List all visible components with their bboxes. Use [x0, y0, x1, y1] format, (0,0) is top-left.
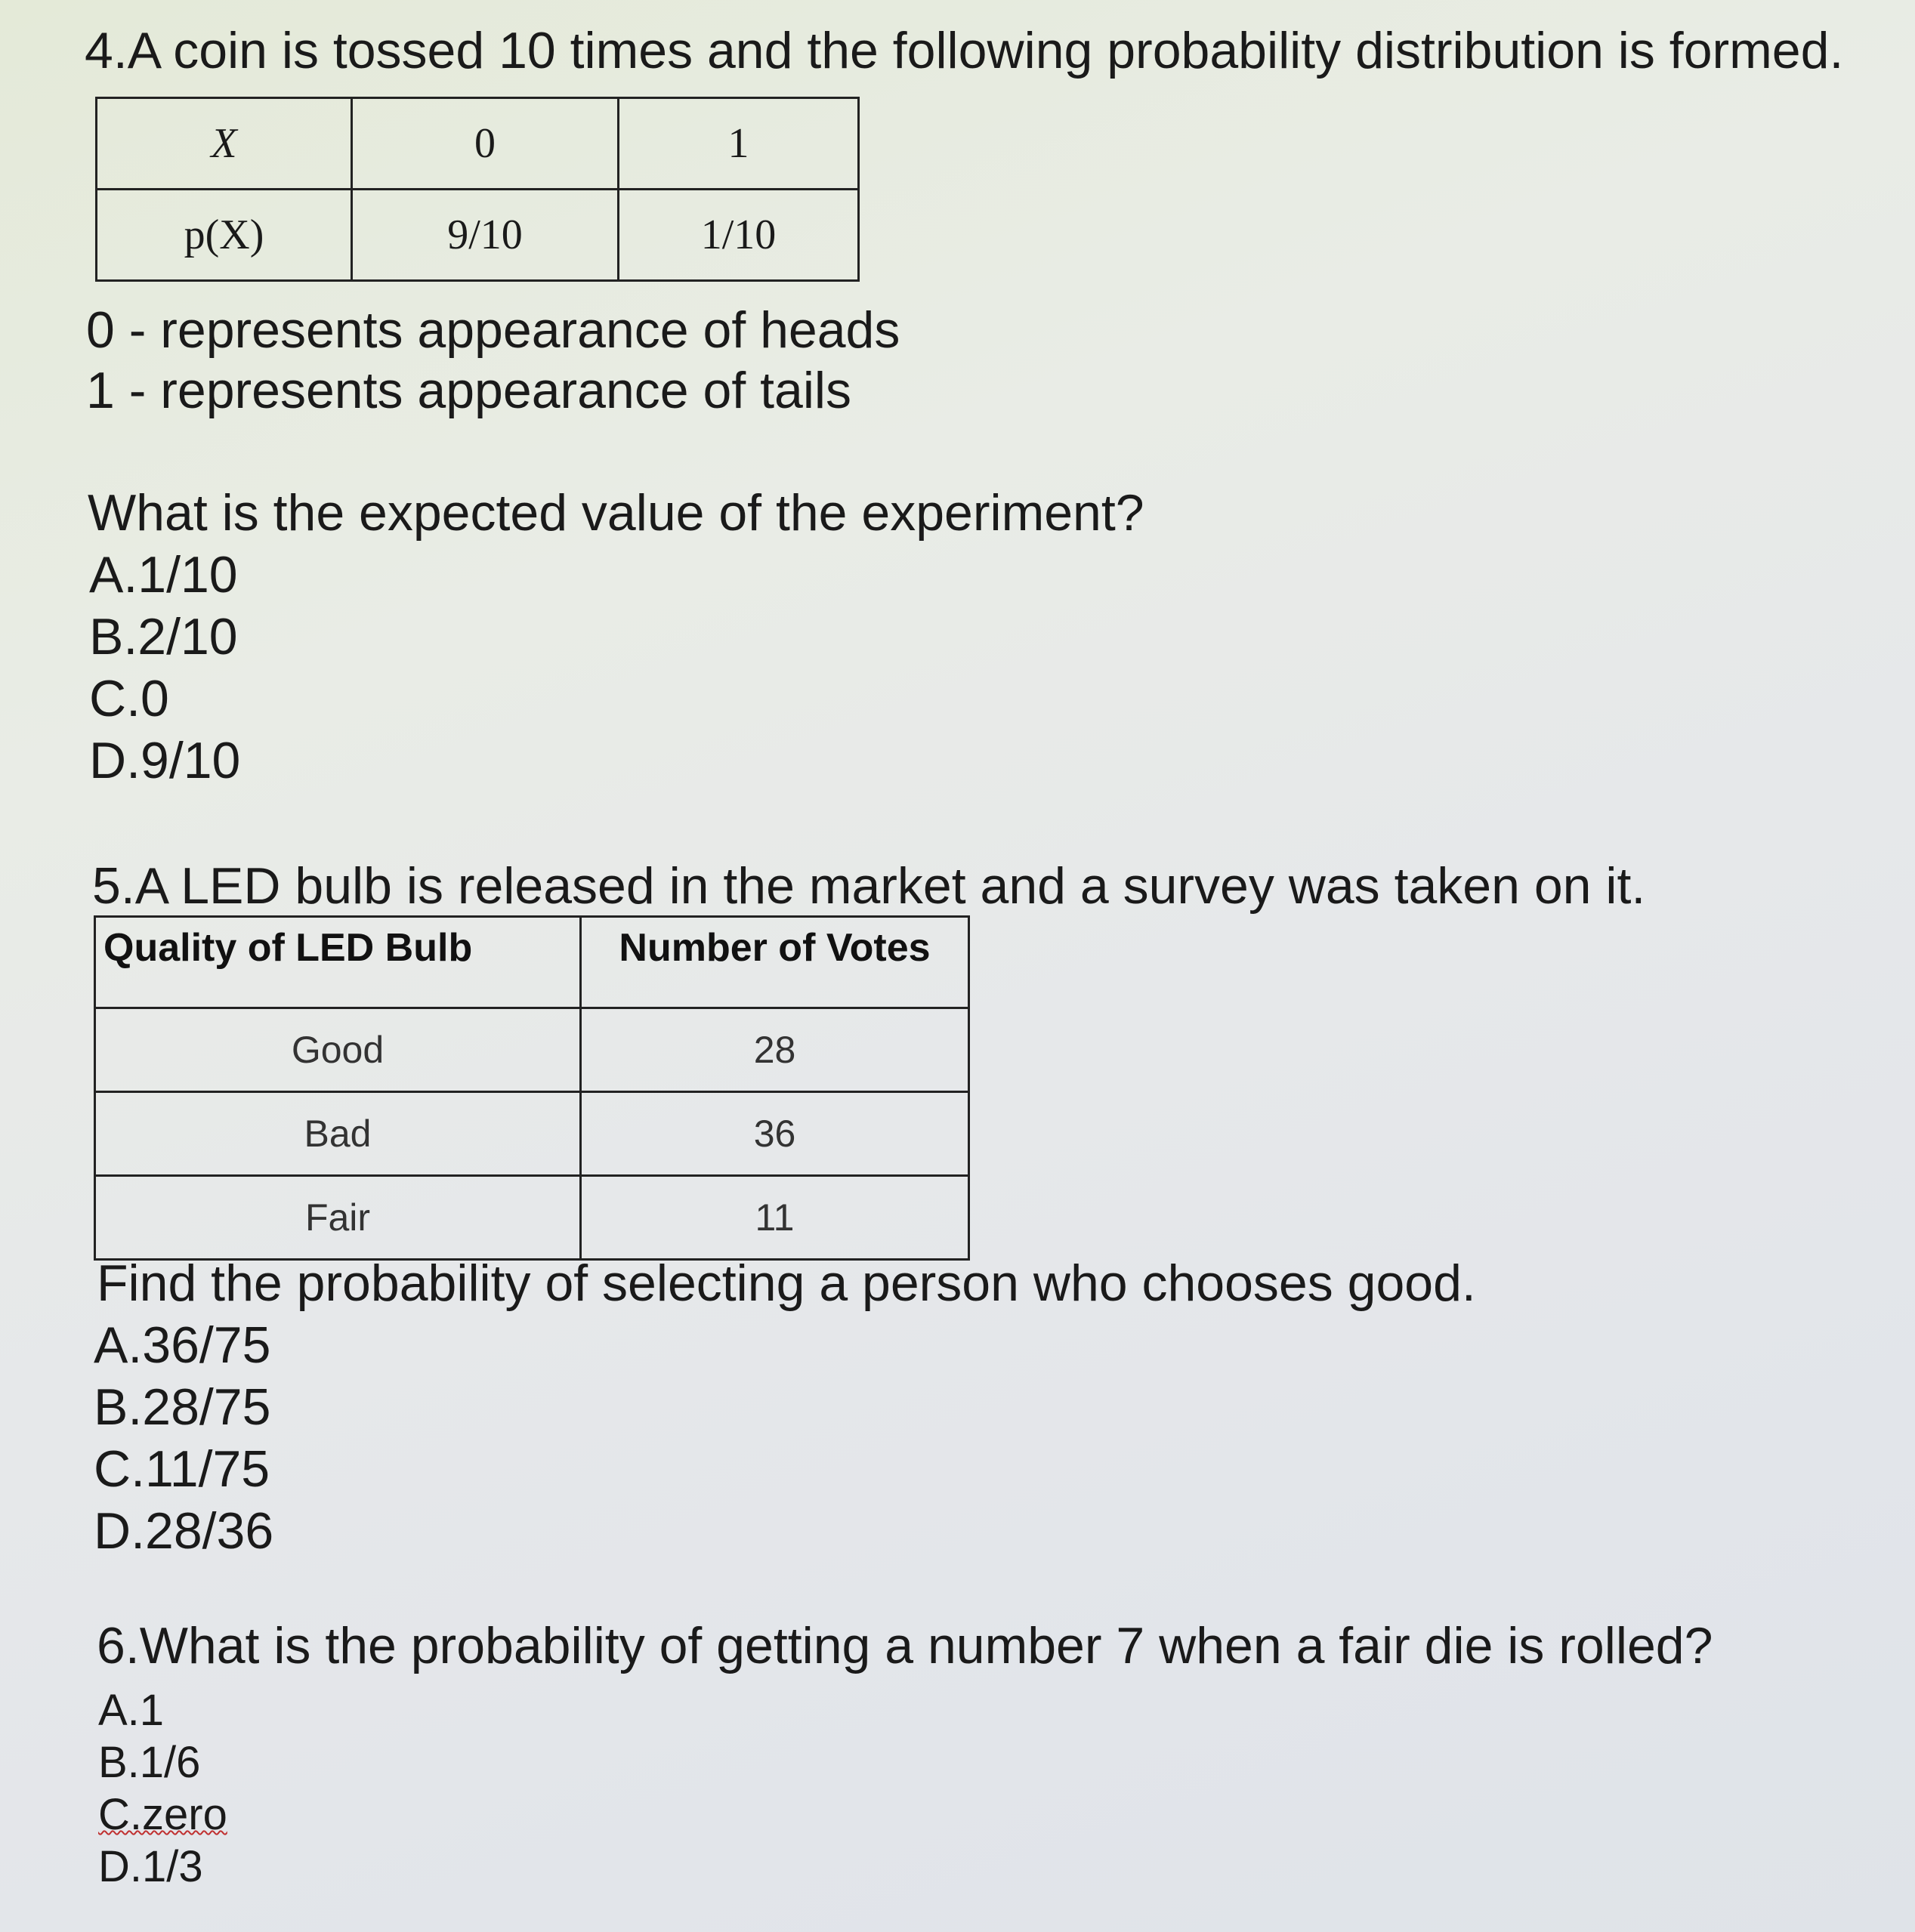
table-row	[95, 1008, 969, 1092]
question-4-title: 4.A coin is tossed 10 times and the following probability distribution is formed.	[85, 22, 1844, 79]
table-cell: 9/10	[352, 190, 619, 281]
table-cell: 36	[581, 1092, 969, 1176]
option-d: D.1/3	[98, 1842, 203, 1891]
table-row	[95, 917, 969, 1008]
table-row	[95, 1092, 969, 1176]
option-d: D.28/36	[94, 1502, 274, 1560]
table-cell: 11	[581, 1176, 969, 1260]
option-a: A.1/10	[89, 546, 238, 603]
question-4-prompt: What is the expected value of the experiment?	[88, 484, 1144, 542]
table-cell: X	[97, 98, 352, 190]
table-cell: 1/10	[619, 190, 859, 281]
table-cell: 0	[352, 98, 619, 190]
question-5-title: 5.A LED bulb is released in the market and a survey was taken on it.	[92, 857, 1646, 915]
led-survey-table	[94, 915, 970, 1261]
option-b: B.28/75	[94, 1378, 271, 1436]
legend-tails: 1 - represents appearance of tails	[86, 362, 852, 419]
option-c: C.0	[89, 670, 169, 727]
option-b: B.1/6	[98, 1738, 201, 1787]
question-4-options	[89, 544, 240, 792]
option-c: C.zero	[98, 1790, 227, 1839]
option-b: B.2/10	[89, 608, 238, 665]
option-c: C.11/75	[94, 1440, 270, 1498]
table-cell: Fair	[95, 1176, 581, 1260]
option-d: D.9/10	[89, 732, 241, 789]
table-cell: 28	[581, 1008, 969, 1092]
option-a: A.1	[98, 1686, 165, 1735]
question-6-options	[98, 1684, 227, 1893]
question-6-title: 6.What is the probability of getting a number 7 when a fair die is rolled?	[97, 1617, 1713, 1674]
table-header-cell: Number of Votes	[581, 917, 969, 1008]
table-cell: Bad	[95, 1092, 581, 1176]
table-cell: 1	[619, 98, 859, 190]
table-cell: Good	[95, 1008, 581, 1092]
option-a: A.36/75	[94, 1316, 271, 1374]
table-row	[97, 190, 859, 281]
table-header-cell: Quality of LED Bulb	[95, 917, 581, 1008]
table-row	[95, 1176, 969, 1260]
question-5-prompt: Find the probability of selecting a person who chooses good.	[97, 1255, 1476, 1312]
table-cell: p(X)	[97, 190, 352, 281]
question-5-options	[94, 1314, 273, 1562]
legend-heads: 0 - represents appearance of heads	[86, 301, 900, 359]
probability-distribution-table	[95, 97, 860, 282]
table-row	[97, 98, 859, 190]
